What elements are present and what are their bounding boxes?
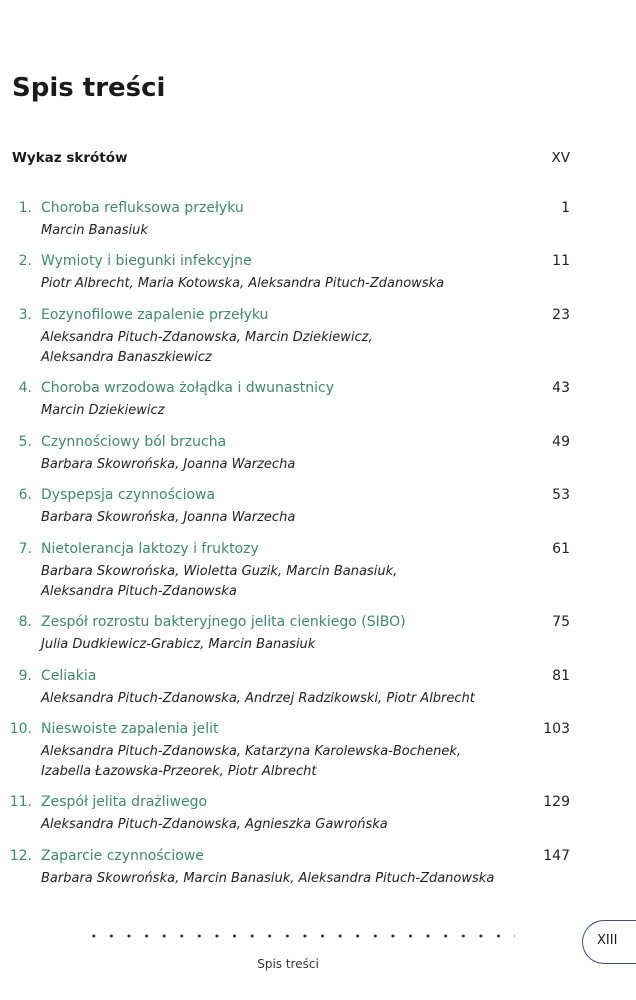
author-line: Marcin Banasiuk bbox=[41, 223, 148, 238]
chapter-page-number: 147 bbox=[543, 848, 570, 864]
chapter-number: 4. bbox=[18, 380, 32, 396]
chapter-title: Wymioty i biegunki infekcyjne bbox=[41, 253, 252, 269]
chapter-title: Celiakia bbox=[41, 668, 97, 684]
chapter-authors bbox=[41, 221, 148, 241]
author-line: Aleksandra Pituch-Zdanowska, Marcin Dziekiewicz, bbox=[41, 330, 373, 345]
chapter-title: Choroba refluksowa przełyku bbox=[41, 200, 244, 216]
author-line: Marcin Dziekiewicz bbox=[41, 403, 165, 418]
chapter-number: 9. bbox=[18, 668, 32, 684]
author-line: Aleksandra Pituch-Zdanowska, Agnieszka Gawrońska bbox=[41, 817, 388, 832]
author-line: Julia Dudkiewicz-Grabicz, Marcin Banasiuk bbox=[41, 637, 316, 652]
chapter-page-number: 1 bbox=[561, 200, 570, 216]
author-line: Barbara Skowrońska, Joanna Warzecha bbox=[41, 457, 296, 472]
author-line: Izabella Łazowska-Przeorek, Piotr Albrecht bbox=[41, 764, 317, 779]
chapter-number: 12. bbox=[9, 848, 32, 864]
chapter-title: Eozynofilowe zapalenie przełyku bbox=[41, 307, 269, 323]
chapter-authors bbox=[41, 742, 461, 782]
chapter-title: Nietolerancja laktozy i fruktozy bbox=[41, 541, 259, 557]
chapter-page-number: 43 bbox=[552, 380, 570, 396]
chapter-authors bbox=[41, 455, 295, 475]
chapter-title: Choroba wrzodowa żołądka i dwunastnicy bbox=[41, 380, 334, 396]
chapter-page-number: 129 bbox=[543, 794, 570, 810]
chapter-authors bbox=[41, 635, 315, 655]
chapter-title: Nieswoiste zapalenia jelit bbox=[41, 721, 219, 737]
chapter-page-number: 81 bbox=[552, 668, 570, 684]
chapter-title: Zespół jelita drażliwego bbox=[41, 794, 208, 810]
author-line: Piotr Albrecht, Maria Kotowska, Aleksandra Pituch-Zdanowska bbox=[41, 276, 445, 291]
author-line: Aleksandra Pituch-Zdanowska bbox=[41, 584, 237, 599]
chapter-number: 3. bbox=[18, 307, 32, 323]
chapter-title: Zaparcie czynnościowe bbox=[41, 848, 204, 864]
abbreviations-entry[interactable] bbox=[12, 150, 570, 166]
footer-running-title: Spis treści bbox=[257, 957, 319, 971]
chapter-authors bbox=[41, 562, 397, 602]
chapter-number: 5. bbox=[18, 434, 32, 450]
author-line: Aleksandra Pituch-Zdanowska, Katarzyna Karolewska-Bochenek, bbox=[41, 744, 462, 759]
chapter-page-number: 23 bbox=[552, 307, 570, 323]
chapter-authors bbox=[41, 689, 475, 709]
abbreviations-page: XV bbox=[551, 150, 570, 166]
chapter-number: 8. bbox=[18, 614, 32, 630]
chapter-authors bbox=[41, 815, 388, 835]
chapter-number: 10. bbox=[9, 721, 32, 737]
chapter-authors bbox=[41, 869, 494, 889]
chapter-page-number: 75 bbox=[552, 614, 570, 630]
author-line: Aleksandra Pituch-Zdanowska, Andrzej Radzikowski, Piotr Albrecht bbox=[41, 691, 475, 706]
page-title: Spis treści bbox=[12, 73, 166, 104]
chapter-page-number: 49 bbox=[552, 434, 570, 450]
abbreviations-label: Wykaz skrótów bbox=[12, 150, 128, 166]
chapter-authors bbox=[41, 508, 295, 528]
footer-dot-rule bbox=[85, 934, 515, 938]
page-number-tab bbox=[582, 920, 636, 964]
chapter-title: Zespół rozrostu bakteryjnego jelita cienkiego (SIBO) bbox=[41, 614, 406, 630]
chapter-page-number: 11 bbox=[552, 253, 570, 269]
author-line: Barbara Skowrońska, Wioletta Guzik, Marcin Banasiuk, bbox=[41, 564, 398, 579]
chapter-title: Czynnościowy ból brzucha bbox=[41, 434, 227, 450]
chapter-page-number: 103 bbox=[543, 721, 570, 737]
chapter-number: 11. bbox=[9, 794, 32, 810]
chapter-page-number: 53 bbox=[552, 487, 570, 503]
chapter-title: Dyspepsja czynnościowa bbox=[41, 487, 216, 503]
chapter-authors bbox=[41, 328, 373, 368]
page-number: XIII bbox=[597, 933, 618, 948]
author-line: Barbara Skowrońska, Marcin Banasiuk, Aleksandra Pituch-Zdanowska bbox=[41, 871, 495, 886]
chapter-authors bbox=[41, 401, 164, 421]
chapter-authors bbox=[41, 274, 444, 294]
chapter-page-number: 61 bbox=[552, 541, 570, 557]
chapter-number: 2. bbox=[18, 253, 32, 269]
chapter-number: 1. bbox=[18, 200, 32, 216]
author-line: Barbara Skowrońska, Joanna Warzecha bbox=[41, 510, 296, 525]
chapter-number: 6. bbox=[18, 487, 32, 503]
chapter-number: 7. bbox=[18, 541, 32, 557]
author-line: Aleksandra Banaszkiewicz bbox=[41, 350, 212, 365]
